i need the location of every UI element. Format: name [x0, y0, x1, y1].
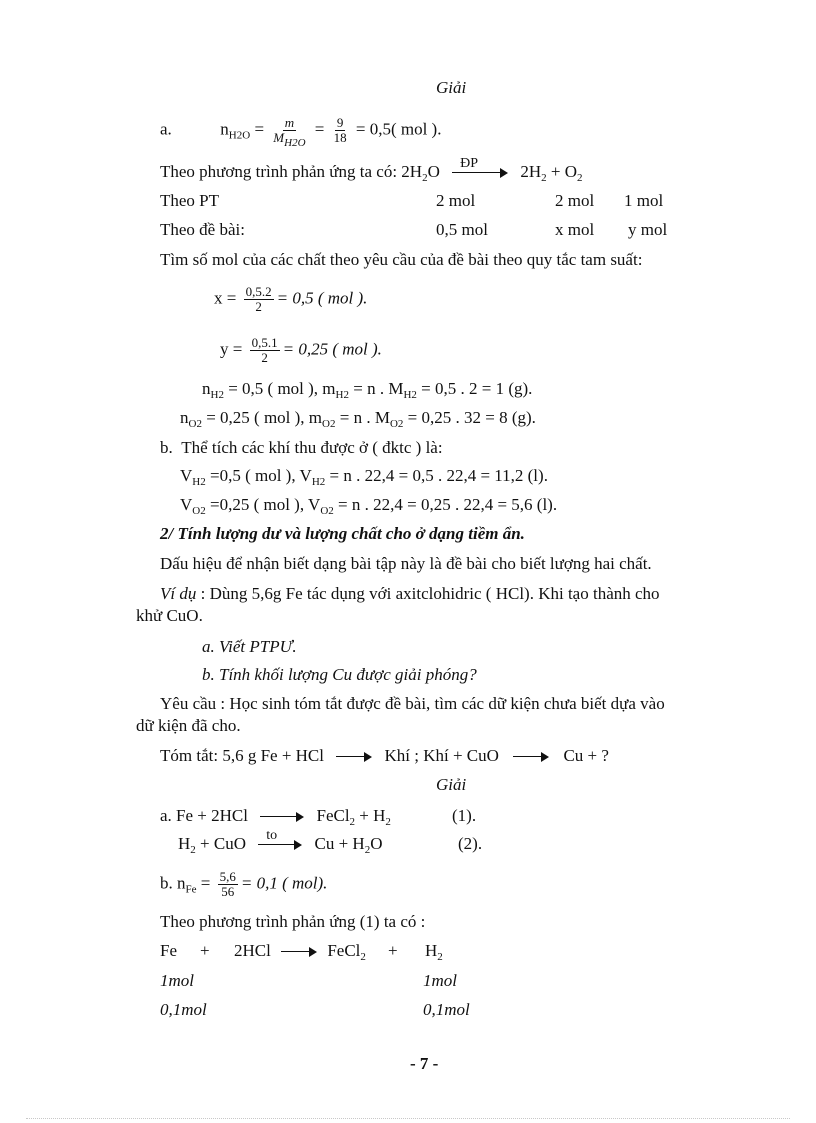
- eq2-right: Cu + H: [314, 834, 365, 853]
- frac-den: M: [273, 130, 285, 145]
- equation-1: a. Fe + 2HCl FeCl$_2$ + $H_2$: [160, 806, 391, 828]
- section-2-heading: 2/ Tính lượng dư và lượng chất cho ở dạng tiềm ẩn.: [160, 524, 525, 543]
- nh2-line: $n_{H2} = 0,5$ ( mol ), $m_{H2} = n$ . $M_{H2} = 0,5$ . 2 = 1 (g).: [202, 379, 533, 401]
- eq2-right2: O: [370, 834, 383, 853]
- reaction-h2: $H_2$: [425, 941, 443, 963]
- x-num: 0,5.2: [245, 284, 272, 299]
- reaction-fe: Fe: [160, 941, 177, 960]
- y-equation: [220, 336, 382, 365]
- nfe-num: 5,6: [219, 869, 236, 884]
- theo-pt-v3: 1 mol: [624, 191, 664, 210]
- x-result: = 0,5 ( mol ).: [276, 288, 368, 308]
- reaction-plus-1: +: [200, 941, 210, 960]
- sub-h2o: H2O: [228, 129, 251, 142]
- debai-v1: 0,5 mol: [436, 220, 488, 239]
- y-num: 0,5.1: [251, 335, 278, 350]
- tomtat-line: [160, 746, 609, 766]
- vo2-line: $V_{O2} =0,25$ ( mol ), $V_{O2} = n$ . 22,4 = 0,25 . 22,4 = 5,6 (l).: [180, 495, 558, 517]
- n-symbol: n: [220, 119, 229, 139]
- nfe-sub: Fe: [185, 883, 197, 896]
- reaction-hcl-group: 2HCl FeCl$_2$: [234, 941, 366, 963]
- eq2-left: H: [178, 834, 191, 853]
- equation-2: $H_2$ + CuO to $Cu + H_2O$: [178, 828, 383, 856]
- mol-row2-b: 0,1mol: [423, 1000, 470, 1019]
- theo-pt-label: Theo PT: [160, 191, 220, 210]
- eq1-right: FeCl: [316, 806, 350, 825]
- y-den: 2: [261, 350, 268, 365]
- eq1-right2: + H: [355, 806, 386, 825]
- debai-v3: y mol: [628, 220, 668, 239]
- reaction-line: Theo phương trình phản ứng ta có: $2H_2O$ ĐP $2H_2 + O_2$: [160, 156, 583, 184]
- fraction-9-18: [332, 116, 349, 145]
- nfe-den: 56: [221, 884, 235, 899]
- b-heading: [160, 438, 443, 458]
- fraction-y: [250, 336, 280, 365]
- no2-line: $n_{O2} = 0,25$ ( mol ), $m_{O2} = n$ . $M_{O2} = 0,25$ . 32 = 8 (g).: [180, 408, 536, 430]
- label-a: a.: [160, 119, 172, 139]
- tomtat-part2: Khí ; Khí + CuO: [384, 746, 499, 765]
- reaction-fecl: FeCl: [327, 941, 361, 960]
- giai-heading: Giải: [436, 78, 467, 97]
- dauhieu-text: Dấu hiệu để nhận biết dạng bài tập này là đề bài cho biết lượng hai chất.: [160, 554, 652, 573]
- nfe-equation: b. $n_{Fe}$ = $\frac{5,6}{56}$ = 0,1 ( mol).: [160, 869, 328, 899]
- nfe-result: = 0,1 ( mol).: [240, 873, 328, 893]
- eq-nh2o: a. $n_{H2O}$ = $\frac{m}{M_{H2O}}$ = $\frac{9}{18}$ = 0,5( mol ).: [160, 115, 442, 149]
- arrow-icon: [281, 947, 317, 957]
- reaction-h: H: [425, 941, 438, 960]
- theo-pt-v2: 2 mol: [555, 191, 595, 210]
- no2-part3: = 0,25 . 32 = 8 (g).: [407, 408, 536, 427]
- arrow-icon: [258, 828, 302, 850]
- x-equation: [214, 285, 367, 314]
- arrow-icon: [336, 752, 372, 762]
- fraction-x: [244, 285, 274, 314]
- yeucau-line1: Yêu cầu : Học sinh tóm tắt được đề bài, tìm các dữ kiện chưa biết dựa vào: [160, 694, 665, 713]
- nh2-part3: = 0,5 . 2 = 1 (g).: [421, 379, 533, 398]
- fraction-nfe: [218, 870, 238, 899]
- vh2-part1: =0,5 ( mol ), V: [209, 466, 312, 485]
- arrow-icon: [513, 752, 549, 762]
- mol-row1-a: 1mol: [160, 971, 194, 990]
- arrow-label: ĐP: [460, 156, 479, 172]
- frac-18: 18: [333, 130, 347, 145]
- frac-num: m: [284, 115, 295, 130]
- eq2-left2: + CuO: [195, 834, 246, 853]
- arrow-icon: [260, 812, 304, 822]
- arrow-label: to: [266, 828, 278, 844]
- x-den: 2: [255, 299, 262, 314]
- debai-v2: x mol: [555, 220, 595, 239]
- eq2-number: (2).: [458, 834, 483, 853]
- eq1-number: (1).: [452, 806, 477, 825]
- tomtat-part1: Tóm tắt: 5,6 g Fe + HCl: [160, 746, 324, 765]
- vh2-line: $V_{H2} =0,5$ ( mol ), $V_{H2} = n$ . 22,4 = 0,5 . 22,4 = 11,2 (l).: [180, 466, 548, 488]
- item-a: a. Viết PTPƯ.: [202, 637, 297, 656]
- vidu-label: Ví dụ: [160, 584, 197, 603]
- theo-debai-label: Theo đề bài:: [160, 220, 245, 239]
- reaction-hcl: 2HCl: [234, 941, 271, 960]
- vidu-line: [160, 584, 660, 604]
- nfe-left: b. n: [160, 873, 186, 893]
- page-number: - 7 -: [410, 1054, 439, 1073]
- vo2-part2: = n . 22,4 = 0,25 . 22,4 = 5,6 (l).: [338, 495, 558, 514]
- y-result: = 0,25 ( mol ).: [282, 339, 382, 359]
- label-b: b.: [160, 438, 173, 457]
- b-text: Thể tích các khí thu được ở ( đktc ) là:: [181, 438, 443, 457]
- no2-part2: = n . M: [339, 408, 390, 427]
- reaction-plus-2: +: [388, 941, 398, 960]
- pt1-intro: Theo phương trình phản ứng (1) ta có :: [160, 912, 426, 931]
- theo-pt-v1: 2 mol: [436, 191, 476, 210]
- y-lhs: y =: [220, 339, 243, 359]
- vidu-line2: khử CuO.: [136, 606, 203, 625]
- tamsuat-text: Tìm số mol của các chất theo yêu cầu của đề bài theo quy tắc tam suất:: [160, 250, 643, 269]
- footer-divider: [26, 1118, 790, 1119]
- giai-heading-2: Giải: [436, 775, 467, 794]
- frac-den-sub: H2O: [284, 137, 306, 149]
- nh2o-result: = 0,5( mol ).: [355, 119, 442, 139]
- arrow-icon: [452, 156, 508, 178]
- tomtat-part3: Cu + ?: [563, 746, 609, 765]
- vh2-part2: = n . 22,4 = 0,5 . 22,4 = 11,2 (l).: [329, 466, 548, 485]
- mol-row2-a: 0,1mol: [160, 1000, 207, 1019]
- yeucau-line2: dữ kiện đã cho.: [136, 716, 241, 735]
- nh2-part1: = 0,5 ( mol ), m: [228, 379, 336, 398]
- nh2-part2: = n . M: [353, 379, 404, 398]
- eq1-left: a. Fe + 2HCl: [160, 806, 248, 825]
- pt-intro: Theo phương trình phản ứng ta có: 2H: [160, 162, 423, 181]
- mol-row1-b: 1mol: [423, 971, 457, 990]
- no2-part1: = 0,25 ( mol ), m: [206, 408, 323, 427]
- item-b: b. Tính khối lượng Cu được giải phóng?: [202, 665, 477, 684]
- frac-9: 9: [336, 115, 344, 130]
- vo2-part1: =0,25 ( mol ), V: [209, 495, 321, 514]
- vidu-text: : Dùng 5,6g Fe tác dụng với axitclohidric ( HCl). Khi tạo thành cho: [200, 584, 660, 603]
- fraction-m-over-M: [271, 115, 307, 149]
- x-lhs: x =: [214, 288, 237, 308]
